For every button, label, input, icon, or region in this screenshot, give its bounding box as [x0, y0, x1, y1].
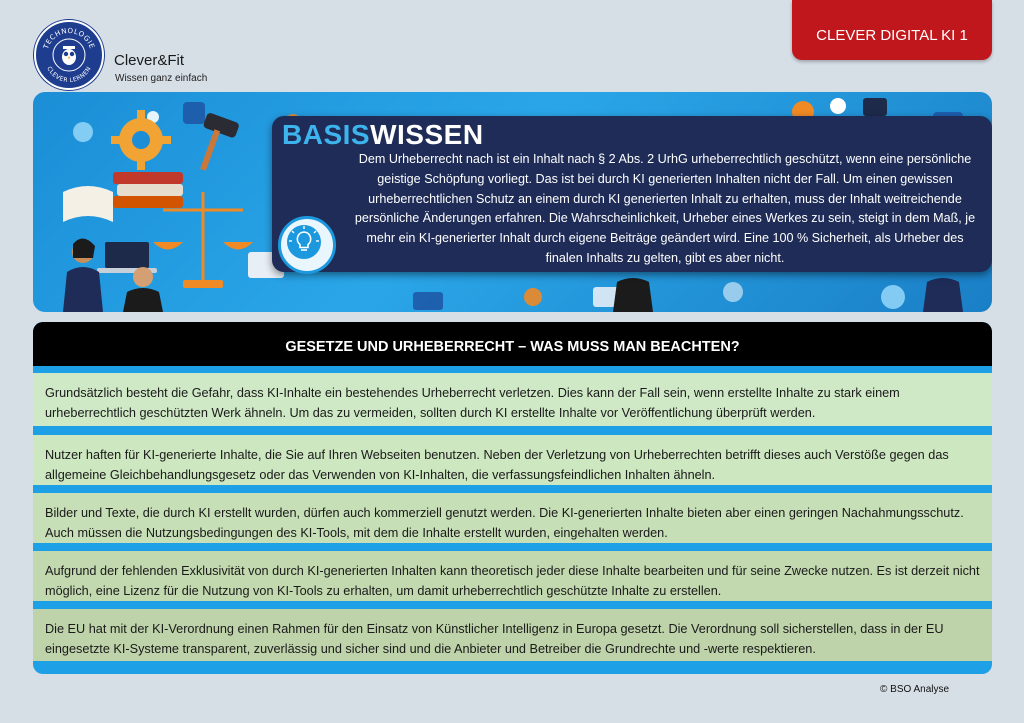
svg-text:CLEVER LERNEN — [45, 65, 92, 84]
info-card-1: Grundsätzlich besteht die Gefahr, dass KI-Inhalte ein bestehendes Urheberrecht verletzen. Dies kann der Fall sein, wenn erstellte Inhalte zu stark einem urheberrechtlich geschützten Werk ähneln. Um das zu vermeiden, sollten durch KI erstellte Inhalte vor Veröffentlichung überprüft werden. — [33, 373, 992, 426]
logo-ring-top: TECHNOLOGIE — [42, 26, 96, 51]
basis-title — [282, 119, 484, 151]
basis-box — [272, 116, 992, 272]
brand-name: Clever&Fit — [114, 52, 185, 69]
section-heading: GESETZE UND URHEBERRECHT – WAS MUSS MAN BEACHTEN? — [33, 322, 992, 366]
logo-ring-icon — [36, 22, 102, 88]
basis-title-part2: WISSEN — [370, 119, 484, 150]
lightbulb-icon — [278, 216, 336, 274]
brand-logo — [34, 20, 104, 90]
brand-tagline: Wissen ganz einfach — [115, 73, 208, 84]
info-card-5: Die EU hat mit der KI-Verordnung einen Rahmen für den Einsatz von Künstlicher Intelligenz in Europa gesetzt. Die Verordnung soll sicherstellen, dass in der EU eingesetzte KI-Systeme transparent, zuverlässig und sicher sind und die Anbieter und Betreiber die Grundrechte und -werte respektieren. — [33, 609, 992, 661]
basis-title-part1: BASIS — [282, 119, 371, 150]
copyright: © BSO Analyse — [880, 684, 950, 695]
info-card-4: Aufgrund der fehlenden Exklusivität von durch KI-generierten Inhalten kann theoretisch jeder diese Inhalte bearbeiten und für seine Zwecke nutzen. Es ist derzeit nicht möglich, eine Lizenz für die Nutzung von KI-Tools zu erhalten, um damit urheberrechtlich geschützte Inhalte zu erstellen. — [33, 551, 992, 601]
hero-illustration — [33, 92, 992, 312]
basis-text: Dem Urheberrecht nach ist ein Inhalt nach § 2 Abs. 2 UrhG urheberrechtlich geschützt, wenn eine persönliche geistige Schöpfung vorliegt. Das ist bei durch KI generierten Inhalten nicht der Fall. Um einen gewissen urheberrechtlichen Schutz an einem durch KI generierten Inhalt zu erhalten, muss der Inhalt weitreichende persönliche Änderungen erfahren. Die Wahrscheinlichkeit, Urheber eines Werkes zu sein, steigt in dem Maß, je mehr ein KI-generierter Inhalt durch eigene Beiträge geändert wird. Eine 100 % Sicherheit, als Urheber des finalen Inhalts zu gelten, gibt es aber nicht. — [354, 152, 976, 265]
law-section — [33, 322, 992, 674]
logo-ring-bottom: CLEVER LERNEN — [45, 65, 93, 85]
series-tab: CLEVER DIGITAL KI 1 — [792, 0, 992, 60]
info-card-2: Nutzer haften für KI-generierte Inhalte, die Sie auf Ihren Webseiten benutzen. Neben der Verletzung von Urheberrechten betrifft dieses auch Verstöße gegen das allgemeine Gleichbehandlungsgesetz oder das Verwenden von KI-Inhalten, die verfassungsfeindlichen Inhalten ähneln. — [33, 435, 992, 485]
info-card-3: Bilder und Texte, die durch KI erstellt wurden, dürfen auch kommerziell genutzt werden. Die KI-generierten Inhalte bieten aber einen geringen Nachahmungsschutz. Auch müssen die Nutzungsbedingungen des KI-Tools, mit dem die Inhalte erstellt wurden, eingehalten werden. — [33, 493, 992, 543]
